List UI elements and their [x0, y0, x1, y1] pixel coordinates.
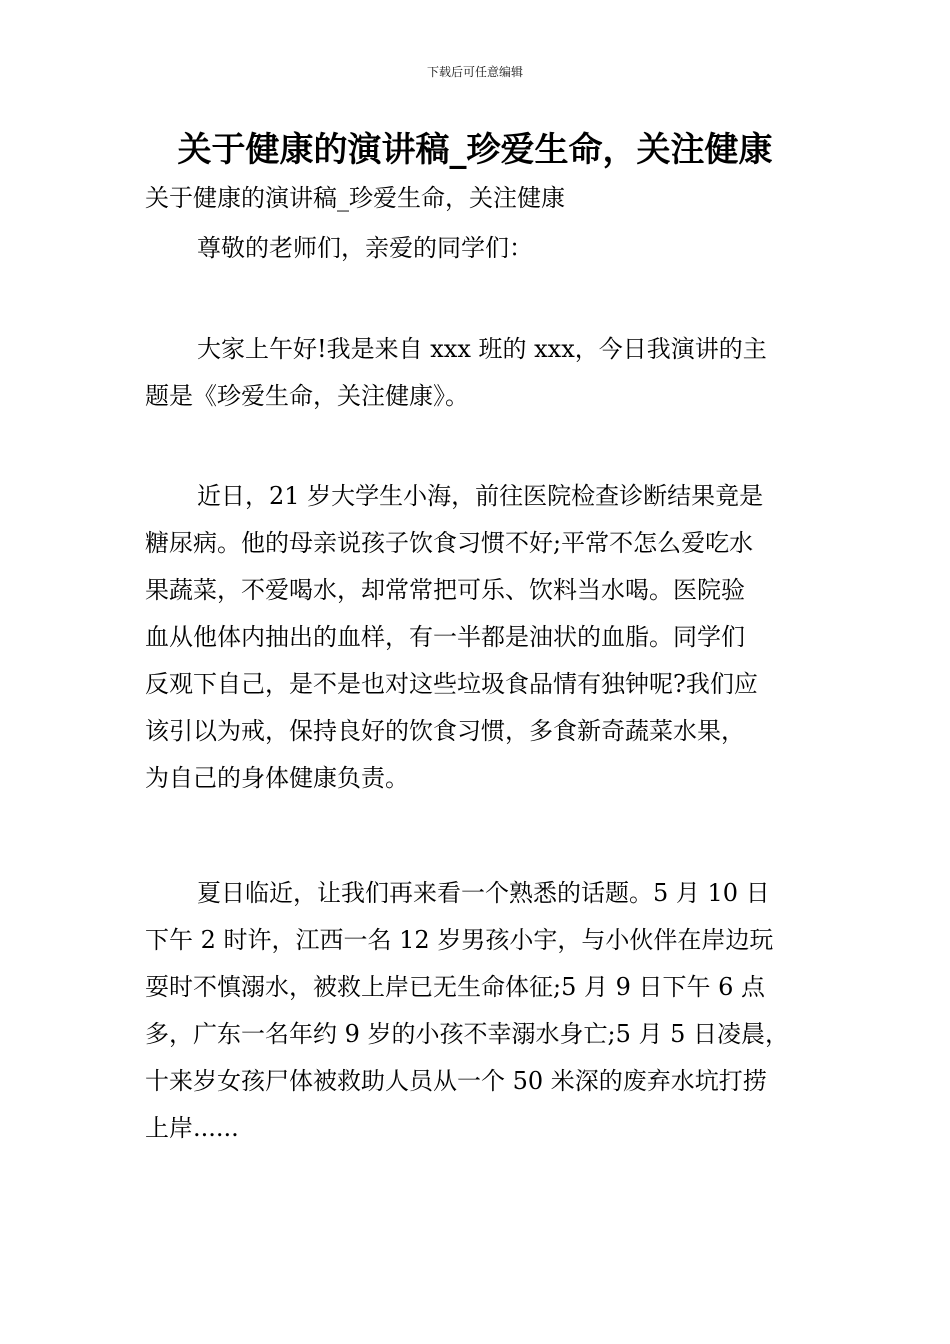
document-subtitle: 关于健康的演讲稿_珍爱生命，关注健康 [145, 184, 565, 212]
paragraph-line: 夏日临近，让我们再来看一个熟悉的话题。5 月 10 日 [197, 879, 770, 907]
paragraph-line: 下午 2 时许，江西一名 12 岁男孩小宇，与小伙伴在岸边玩 [145, 926, 774, 954]
paragraph-introduction [145, 326, 825, 420]
paragraph-line: 血从他体内抽出的血样，有一半都是油状的血脂。同学们 [145, 623, 745, 651]
paragraph-line: 该引以为戒，保持良好的饮食习惯，多食新奇蔬菜水果， [145, 717, 745, 745]
salutation: 尊敬的老师们，亲爱的同学们： [197, 234, 533, 262]
header-note: 下载后可任意编辑 [426, 65, 523, 79]
paragraph-line: 糖尿病。他的母亲说孩子饮食习惯不好;平常不怎么爱吃水 [145, 529, 754, 557]
paragraph-line: 多，广东一名年约 9 岁的小孩不幸溺水身亡;5 月 5 日凌晨， [145, 1020, 790, 1048]
paragraph-line: 题是《珍爱生命，关注健康》。 [145, 382, 469, 410]
paragraph-line: 反观下自己，是不是也对这些垃圾食品情有独钟呢?我们应 [145, 670, 758, 698]
document-title: 关于健康的演讲稿_珍爱生命，关注健康 [177, 130, 773, 170]
paragraph-line: 果蔬菜，不爱喝水，却常常把可乐、饮料当水喝。医院验 [145, 576, 745, 604]
paragraph-drowning-cases [145, 870, 825, 1152]
paragraph-line: 为自己的身体健康负责。 [145, 764, 409, 792]
paragraph-line: 大家上午好!我是来自 xxx 班的 xxx，今日我演讲的主 [197, 335, 767, 363]
paragraph-line: 耍时不慎溺水，被救上岸已无生命体征;5 月 9 日下午 6 点 [145, 973, 766, 1001]
paragraph-diet-story [145, 473, 825, 802]
paragraph-line: 上岸...... [145, 1114, 239, 1142]
paragraph-line: 近日，21 岁大学生小海，前往医院检查诊断结果竟是 [197, 482, 764, 510]
paragraph-line: 十来岁女孩尸体被救助人员从一个 50 米深的废弃水坑打捞 [145, 1067, 767, 1095]
